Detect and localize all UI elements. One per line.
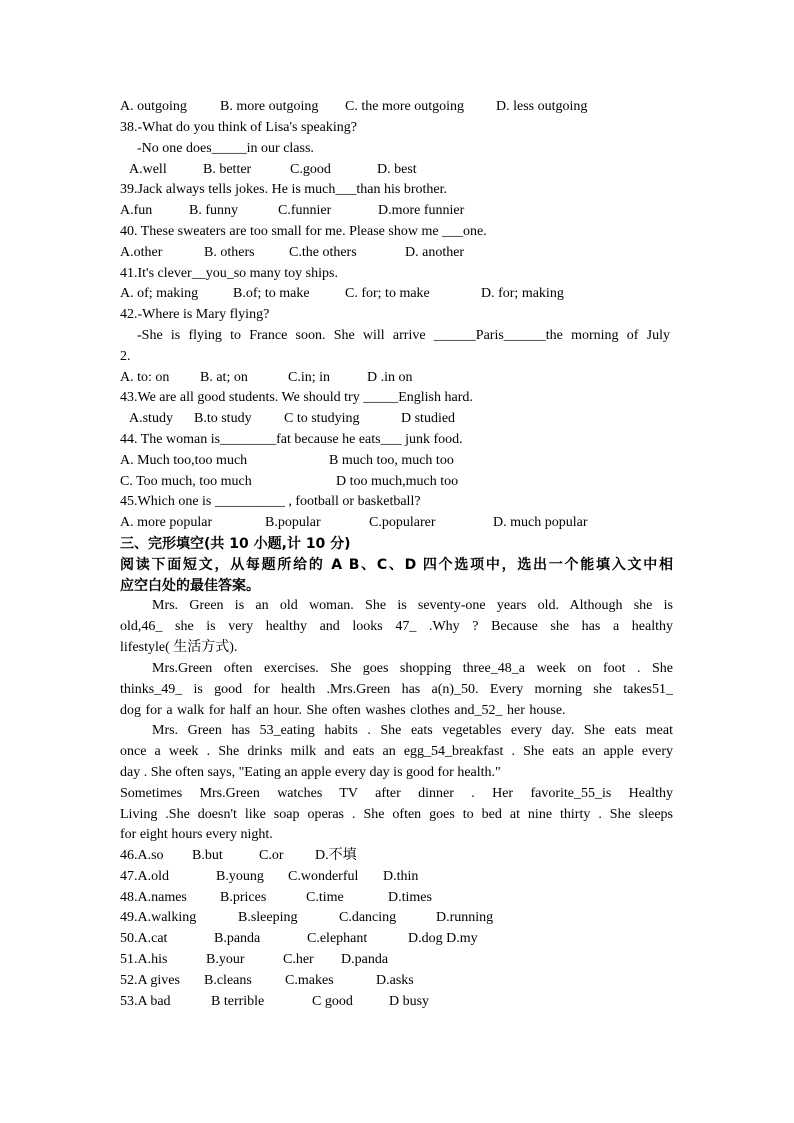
q49-option-a: 49.A.walking	[120, 910, 197, 925]
q47-option-d: D.thin	[383, 869, 419, 884]
q47-option-a: 47.A.old	[120, 869, 169, 884]
q46-option-a: 46.A.so	[120, 848, 164, 863]
q42-option-d: D .in on	[367, 370, 413, 385]
q51-option-a: 51.A.his	[120, 952, 168, 967]
q41-option-c: C. for; to make	[345, 286, 430, 301]
q41-option-d: D. for; making	[481, 286, 564, 301]
passage-line: lifestyle( 生活方式).	[120, 640, 238, 655]
passage-line: Mrs. Green has 53_eating habits . She eats vegetables every day. She eats meat	[152, 723, 673, 738]
q45-option-c: C.popularer	[369, 515, 436, 530]
q51-option-b: B.your	[206, 952, 245, 967]
section-instructions-line-2: 应空白处的最佳答案。	[120, 578, 260, 594]
passage-line: for eight hours every night.	[120, 827, 273, 842]
q39-option-a: A.fun	[120, 203, 153, 218]
q43-option-a: A.study	[129, 411, 173, 426]
q42-option-a: A. to: on	[120, 370, 170, 385]
q39-stem: 39.Jack always tells jokes. He is much___than his brother.	[120, 182, 447, 197]
passage-line: old,46_ she is very healthy and looks 47_ .Why ? Because she has a healthy	[120, 619, 673, 634]
q49-option-c: C.dancing	[339, 910, 397, 925]
passage-line: Mrs.Green often exercises. She goes shopping three_48_a week on foot . She	[152, 661, 673, 676]
q46-option-c: C.or	[259, 848, 284, 863]
q45-option-a: A. more popular	[120, 515, 213, 530]
q42-option-b: B. at; on	[200, 370, 248, 385]
q41-stem: 41.It's clever__you_so many toy ships.	[120, 266, 338, 281]
q40-option-c: C.the others	[289, 245, 357, 260]
q45-stem: 45.Which one is __________ , football or basketball?	[120, 494, 421, 509]
q53-option-b: B terrible	[211, 994, 265, 1009]
q42-stem: 42.-Where is Mary flying?	[120, 307, 270, 322]
section-heading: 三、完形填空(共 10 小题,计 10 分)	[120, 536, 351, 552]
q40-option-d: D. another	[405, 245, 465, 260]
q37-option-a: A. outgoing	[120, 99, 187, 114]
q52-option-d: D.asks	[376, 973, 414, 988]
passage-line: Sometimes Mrs.Green watches TV after dinner . Her favorite_55_is Healthy	[120, 786, 673, 801]
q51-option-d: D.panda	[341, 952, 389, 967]
q45-option-d: D. much popular	[493, 515, 588, 530]
q43-option-c: C to studying	[284, 411, 360, 426]
q44-option-c: C. Too much, too much	[120, 474, 252, 489]
q50-option-d: D.dog D.my	[408, 931, 478, 946]
q38-option-b: B. better	[203, 162, 252, 177]
q45-option-b: B.popular	[265, 515, 321, 530]
passage-line: Mrs. Green is an old woman. She is seventy-one years old. Although she is	[152, 598, 673, 613]
q53-option-c: C good	[312, 994, 353, 1009]
q42-option-c: C.in; in	[288, 370, 331, 385]
q42-reply-continued: 2.	[120, 349, 131, 364]
q37-option-b: B. more outgoing	[220, 99, 319, 114]
passage-line: thinks_49_ is good for health .Mrs.Green has a(n)_50. Every morning she takes51_	[120, 682, 673, 697]
q52-option-b: B.cleans	[204, 973, 252, 988]
q43-option-d: D studied	[401, 411, 456, 426]
q39-option-b: B. funny	[189, 203, 238, 218]
section-instructions-line-1: 阅读下面短文，从每题所给的 A B、C、D 四个选项中，选出一个能填入文中相	[120, 557, 673, 573]
q42-reply: -She is flying to France soon. She will arrive ______Paris______the morning of July	[137, 328, 670, 343]
q52-option-a: 52.A gives	[120, 973, 180, 988]
q47-option-b: B.young	[216, 869, 264, 884]
q51-option-c: C.her	[283, 952, 314, 967]
passage-line: dog for a walk for half an hour. She often washes clothes and_52_ her house.	[120, 703, 566, 718]
q40-stem: 40. These sweaters are too small for me. Please show me ___one.	[120, 224, 487, 239]
q49-option-b: B.sleeping	[238, 910, 298, 925]
q38-option-d: D. best	[377, 162, 417, 177]
q47-option-c: C.wonderful	[288, 869, 359, 884]
q48-option-b: B.prices	[220, 890, 267, 905]
q48-option-c: C.time	[306, 890, 344, 905]
q40-option-b: B. others	[204, 245, 255, 260]
q46-option-b: B.but	[192, 848, 223, 863]
q39-option-d: D.more funnier	[378, 203, 465, 218]
q46-option-d: D.不填	[315, 848, 357, 863]
q38-option-c: C.good	[290, 162, 331, 177]
passage-line: day . She often says, "Eating an apple every day is good for health."	[120, 765, 501, 780]
q38-reply: -No one does_____in our class.	[137, 141, 314, 156]
q44-option-b: B much too, much too	[329, 453, 454, 468]
passage-line: Living .She doesn't like soap operas . She often goes to bed at nine thirty . She sleeps	[120, 807, 673, 822]
q39-option-c: C.funnier	[278, 203, 332, 218]
q41-option-b: B.of; to make	[233, 286, 310, 301]
q44-stem: 44. The woman is________fat because he eats___ junk food.	[120, 432, 463, 447]
q49-option-d: D.running	[436, 910, 494, 925]
q50-option-a: 50.A.cat	[120, 931, 168, 946]
q52-option-c: C.makes	[285, 973, 334, 988]
q53-option-a: 53.A bad	[120, 994, 171, 1009]
q37-option-d: D. less outgoing	[496, 99, 588, 114]
q38-option-a: A.well	[129, 162, 167, 177]
q40-option-a: A.other	[120, 245, 163, 260]
q43-option-b: B.to study	[194, 411, 252, 426]
q41-option-a: A. of; making	[120, 286, 199, 301]
q44-option-a: A. Much too,too much	[120, 453, 248, 468]
q50-option-c: C.elephant	[307, 931, 368, 946]
passage-line: once a week . She drinks milk and eats an egg_54_breakfast . She eats an apple every	[120, 744, 673, 759]
q48-option-a: 48.A.names	[120, 890, 187, 905]
q43-stem: 43.We are all good students. We should try _____English hard.	[120, 390, 473, 405]
q53-option-d: D busy	[389, 994, 430, 1009]
q50-option-b: B.panda	[214, 931, 261, 946]
q48-option-d: D.times	[388, 890, 432, 905]
q44-option-d: D too much,much too	[336, 474, 459, 489]
q37-option-c: C. the more outgoing	[345, 99, 464, 114]
q38-stem: 38.-What do you think of Lisa's speaking?	[120, 120, 357, 135]
